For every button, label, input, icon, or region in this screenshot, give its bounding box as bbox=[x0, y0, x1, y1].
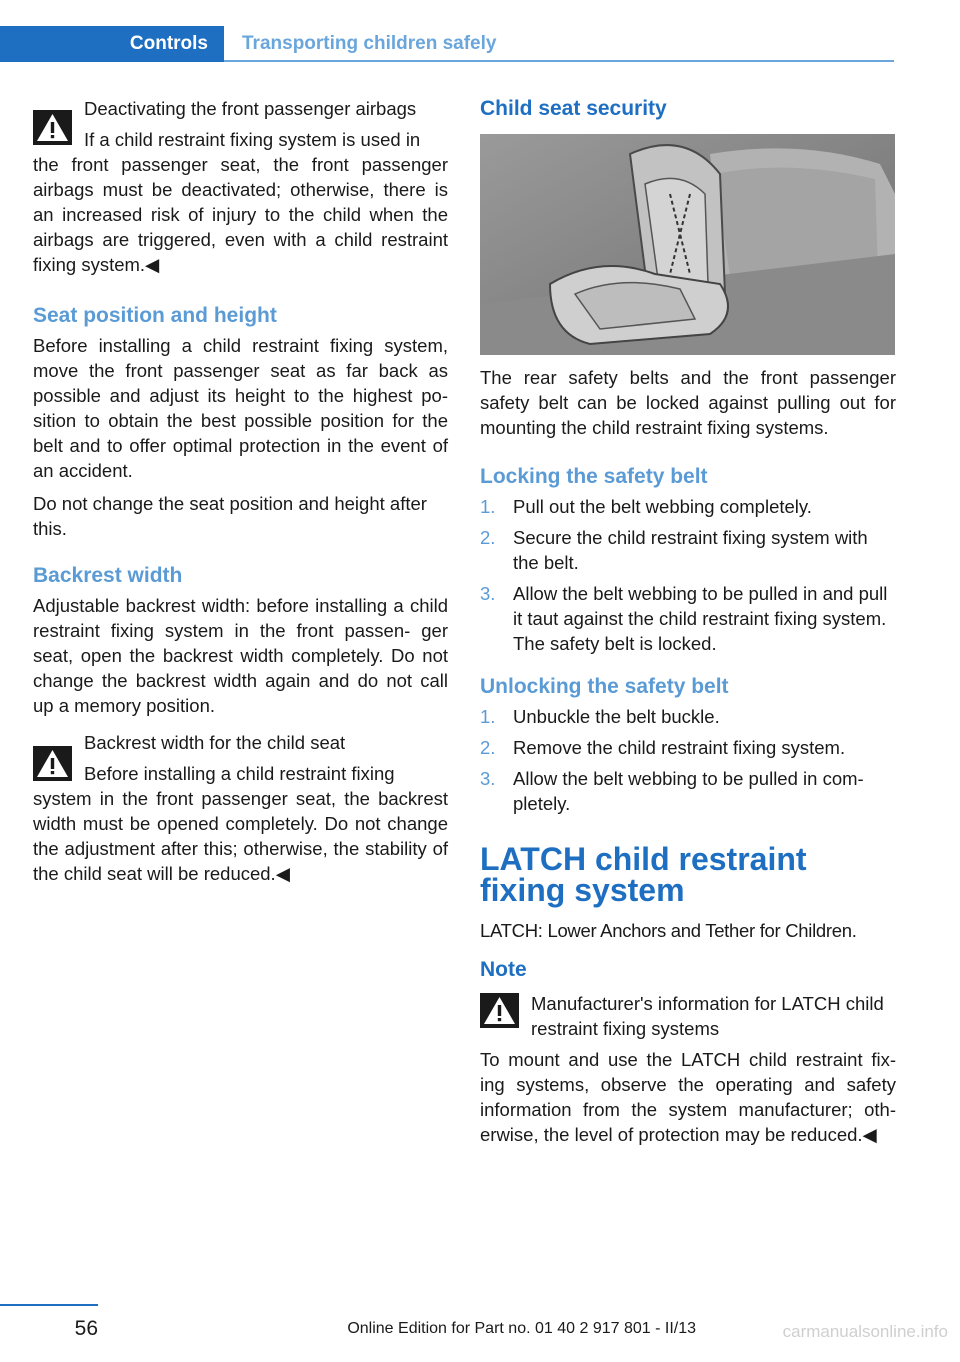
step-text: Pull out the belt webbing completely. bbox=[513, 496, 812, 517]
warning-text: If a child restraint fixing system is used in bbox=[84, 129, 421, 150]
warning-airbags bbox=[33, 96, 448, 277]
warning-text: Before installing a child restraint fixing bbox=[84, 763, 395, 784]
list-item bbox=[480, 581, 896, 656]
paragraph: Do not change the seat position and height after this. bbox=[33, 493, 427, 539]
warning-icon bbox=[33, 746, 72, 781]
step-text: Remove the child restraint fixing system. bbox=[513, 737, 846, 758]
warning-icon bbox=[33, 110, 72, 145]
seat-position-heading: Seat position and height bbox=[33, 304, 277, 327]
warning-icon bbox=[480, 993, 519, 1028]
right-column bbox=[480, 96, 896, 1155]
step-number: 2. bbox=[480, 737, 496, 758]
step-text: Allow the belt webbing to be pulled in and pull it taut against the child restraint fixing system. The safety belt is locked. bbox=[513, 583, 888, 654]
list-item bbox=[480, 704, 896, 729]
watermark: carmanualsonline.info bbox=[782, 1322, 948, 1341]
note-heading: Note bbox=[480, 958, 527, 981]
section-title: Transporting children safely bbox=[242, 33, 497, 54]
warning-title: Deactivating the front passenger airbags bbox=[84, 98, 417, 119]
warning-text: To mount and use the LATCH child restraint fix- ing systems, observe the operating and safety information from the system manufacturer; oth- erwise, the level of protection may be reduced.◀ bbox=[480, 1049, 896, 1145]
list-item bbox=[480, 525, 896, 575]
step-text: Unbuckle the belt buckle. bbox=[513, 706, 720, 727]
warning-backrest bbox=[33, 730, 448, 886]
paragraph: Before installing a child restraint fixing system, move the front passenger seat as far back as possible and adjust its height to the highest po- sition to obtain the best possible position for the belt and to offer optimal protection in the event of an accident. bbox=[33, 335, 448, 481]
page-number: 56 bbox=[74, 1317, 98, 1340]
warning-text: system in the front passenger seat, the backrest width must be opened completely. Do not change the adjustment after this; otherwise, the stability of the child seat will be reduced.◀ bbox=[33, 788, 448, 884]
step-number: 3. bbox=[480, 768, 496, 789]
backrest-width-heading: Backrest width bbox=[33, 564, 183, 587]
child-seat-photo bbox=[480, 134, 895, 355]
paragraph: LATCH: Lower Anchors and Tether for Children. bbox=[480, 920, 857, 941]
list-item bbox=[480, 735, 896, 760]
step-text: Allow the belt webbing to be pulled in com- pletely. bbox=[513, 768, 864, 814]
chapter-tab: Controls bbox=[0, 26, 224, 62]
warning-title: Manufacturer's information for LATCH child restraint fixing systems bbox=[531, 993, 884, 1039]
paragraph: The rear safety belts and the front passenger safety belt can be locked against pulling out for mounting the child restraint fixing systems. bbox=[480, 367, 896, 438]
step-number: 1. bbox=[480, 496, 496, 517]
list-item bbox=[480, 766, 896, 816]
paragraph: Adjustable backrest width: before installing a child restraint fixing system in the front passen- ger seat, open the backrest width completely. Do not change the backrest width again and do not call up a memory position. bbox=[33, 595, 448, 716]
locking-steps bbox=[480, 494, 896, 656]
header-rule bbox=[224, 60, 894, 62]
unlocking-heading: Unlocking the safety belt bbox=[480, 675, 729, 698]
left-column bbox=[33, 96, 448, 894]
latch-heading: LATCH child restraint fixing system bbox=[480, 841, 807, 908]
warning-text: the front passenger seat, the front passenger airbags must be deactivated; otherwise, there is an increased risk of injury to the child when the airbags are triggered, even with a child restraint fixing system.◀ bbox=[33, 154, 448, 275]
footer-rule bbox=[0, 1304, 98, 1306]
step-text: Secure the child restraint fixing system with the belt. bbox=[513, 527, 868, 573]
locking-heading: Locking the safety belt bbox=[480, 465, 708, 488]
child-seat-security-heading: Child seat security bbox=[480, 97, 667, 120]
step-number: 1. bbox=[480, 706, 496, 727]
list-item bbox=[480, 494, 896, 519]
warning-title: Backrest width for the child seat bbox=[84, 732, 346, 753]
edition-text: Online Edition for Part no. 01 40 2 917 801 - II/13 bbox=[347, 1320, 696, 1337]
step-number: 3. bbox=[480, 583, 496, 604]
warning-latch bbox=[480, 991, 896, 1147]
step-number: 2. bbox=[480, 527, 496, 548]
unlocking-steps bbox=[480, 704, 896, 816]
